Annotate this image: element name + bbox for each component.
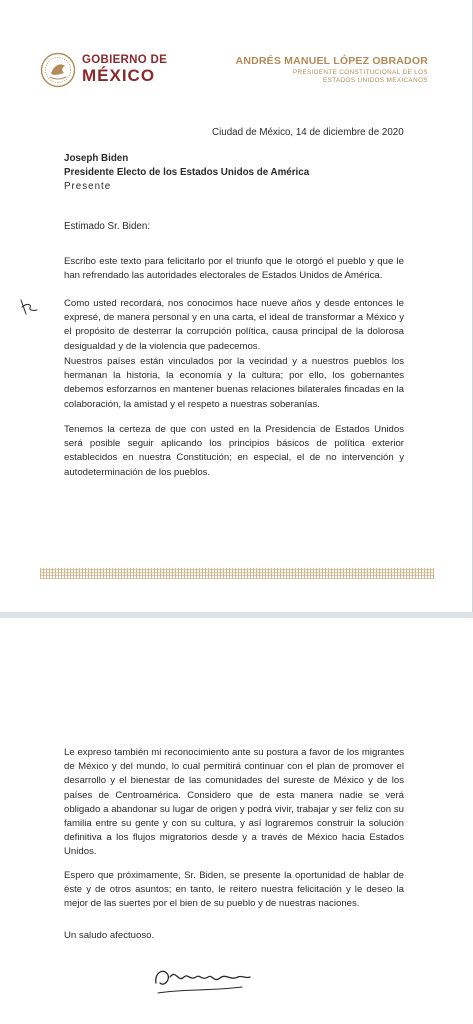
sender-title-line2: ESTADOS UNIDOS MEXICANOS <box>323 77 428 84</box>
closing-line: Un saludo afectuoso. <box>64 930 155 941</box>
body-paragraph: Como usted recordará, nos conocimos hace nueve años y desde entonces le expresé, de manera personal y en una carta, el ideal de transformar a México y el propósito de desterrar la corrupción política, causa principal de la dolorosa desigualdad y de la violencia que padecemos. <box>64 298 404 352</box>
body-paragraph: Espero que próximamente, Sr. Biden, se presente la oportunidad de hablar de éste y de otros asuntos; en tanto, le reitero nuestra felicitación y le deseo la mejor de las suertes por el bien de su pueblo y de nuestras naciones. <box>64 870 404 910</box>
decorative-border-band <box>40 568 434 579</box>
handwritten-margin-mark <box>18 298 40 316</box>
government-label: GOBIERNO DE <box>82 54 168 66</box>
body-paragraph: Le expreso también mi reconocimiento ante su postura a favor de los migrantes de México y del mundo, lo cual permitirá continuar con el plan de promover el desarrollo y el bienestar de las comunidades del sureste de México y de los países de Centroamérica. Considero que de esta manera nadie se verá obligado a abandonar su lugar de origen y podrá vivir, trabajar y ser feliz con su familia entre su gente y con su cultura, y así lograremos construir la solución definitiva a los flujos migratorios desde y a través de México hacia Estados Unidos. <box>64 747 404 858</box>
mexican-coat-of-arms-icon <box>40 52 76 88</box>
handwritten-signature <box>150 953 260 999</box>
recipient-presente: Presente <box>64 181 112 192</box>
recipient-name: Joseph Biden <box>64 153 129 164</box>
recipient-title: Presidente Electo de los Estados Unidos de América <box>64 167 310 178</box>
recipient-block <box>64 152 309 194</box>
body-paragraph: Tenemos la certeza de que con usted en la Presidencia de Estados Unidos será posible seguir aplicando los principios básicos de política exterior establecidos en nuestra Constitución; en especial, el de no intervención y autodeterminación de los pueblos. <box>64 424 404 478</box>
country-label: MÉXICO <box>82 66 156 85</box>
letter-date: Ciudad de México, 14 de diciembre de 2020 <box>212 127 404 138</box>
body-paragraph: Nuestros países están vinculados por la vecindad y a nuestros pueblos los hermanan la historia, la economía y la cultura; por ello, los gobernantes debemos esforzarnos en mantener buenas relaciones bilaterales fincadas en la colaboración, la amistad y el respeto a nuestras soberanías. <box>64 356 404 410</box>
sender-name: ANDRÉS MANUEL LÓPEZ OBRADOR <box>235 55 428 67</box>
body-paragraph: Escribo este texto para felicitarlo por el triunfo que le otorgó el pueblo y que le han refrendado las autoridades electorales de Estados Unidos de América. <box>64 256 404 282</box>
sender-title-line1: PRESIDENTE CONSTITUCIONAL DE LOS <box>292 69 428 76</box>
salutation: Estimado Sr. Biden: <box>64 221 151 232</box>
